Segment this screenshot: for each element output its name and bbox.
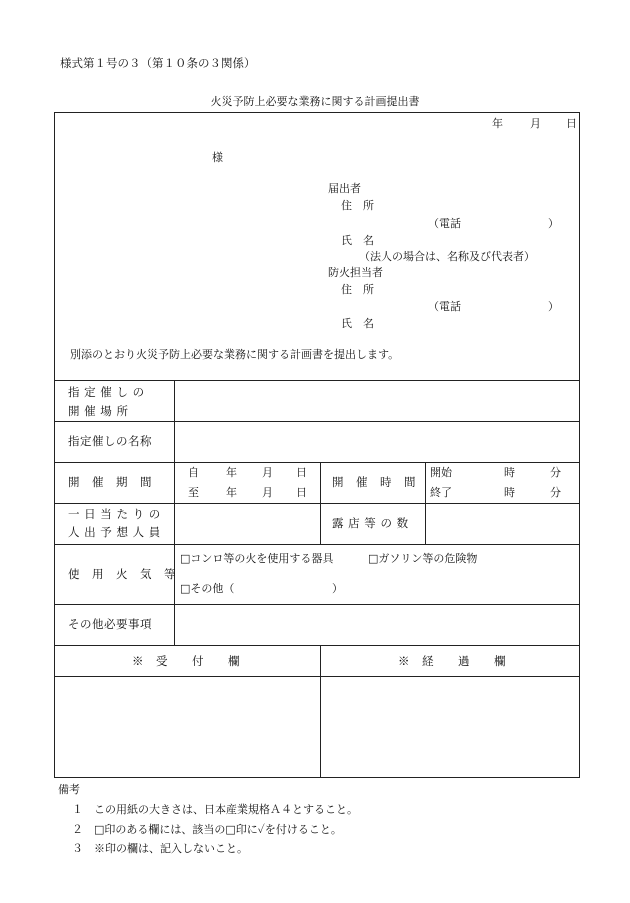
checkbox-other[interactable]: □その他（: [180, 582, 235, 595]
checkbox-stove[interactable]: □コンロ等の火を使用する器具: [180, 552, 334, 565]
period-from-label: 自: [188, 466, 199, 479]
divider: [320, 645, 321, 778]
divider: [54, 462, 580, 463]
divider: [54, 544, 580, 545]
divider: [174, 380, 175, 645]
divider: [320, 462, 321, 544]
event-name-label: 指定催しの名称: [68, 434, 152, 448]
note-text: □印のある欄には、該当の□印に✓を付けること。: [94, 823, 342, 836]
reception-column-header: ※ 受 付 欄: [132, 654, 240, 668]
other-requirements-label: その他必要事項: [68, 617, 152, 631]
fire-officer-phone-close: ）: [548, 300, 559, 313]
note-text: この用紙の大きさは、日本産業規格Ａ４とすること。: [94, 803, 358, 816]
end-minute-label: 分: [550, 486, 561, 499]
fire-use-label: 使 用 火 気 等: [68, 567, 176, 581]
period-to-month: 月: [262, 486, 273, 499]
date-month-label: 月: [530, 117, 541, 130]
note-number: １: [72, 803, 83, 816]
start-time-label: 開始: [430, 466, 452, 479]
addressee-suffix: 様: [212, 151, 223, 164]
other-close-paren: ）: [332, 582, 343, 595]
form-number: 様式第１号の３（第１０条の３関係）: [60, 56, 256, 70]
period-from-year: 年: [226, 466, 237, 479]
period-to-year: 年: [226, 486, 237, 499]
notifier-name-note: （法人の場合は、名称及び代表者）: [359, 250, 535, 263]
fire-officer-phone-label: （電話: [428, 300, 461, 313]
notifier-phone-close: ）: [548, 217, 559, 230]
expected-people-label-line1: 一 日 当 た り の: [68, 507, 161, 521]
document-title: 火災予防上必要な業務に関する計画提出書: [210, 95, 420, 108]
end-hour-label: 時: [504, 486, 515, 499]
venue-label-line2: 開 催 場 所: [68, 404, 129, 418]
start-hour-label: 時: [504, 466, 515, 479]
period-to-day: 日: [296, 486, 307, 499]
fire-officer-address-label: 住 所: [341, 283, 374, 296]
period-to-label: 至: [188, 486, 199, 499]
fire-officer-label: 防火担当者: [328, 266, 383, 279]
checkbox-gasoline[interactable]: □ガソリン等の危険物: [368, 552, 478, 565]
period-label: 開 催 期 間: [68, 475, 152, 489]
divider: [54, 380, 580, 381]
expected-people-label-line2: 人 出 予 想 人 員: [68, 525, 161, 539]
note-text: ※印の欄は、記入しないこと。: [94, 842, 248, 855]
note-number: ３: [72, 842, 83, 855]
notifier-label: 届出者: [328, 182, 361, 195]
hours-label: 開 催 時 間: [332, 475, 416, 489]
stalls-count-label: 露 店 等 の 数: [332, 516, 409, 530]
progress-column-header: ※ 経 過 欄: [398, 654, 506, 668]
end-time-label: 終了: [430, 486, 452, 499]
fire-officer-name-label: 氏 名: [341, 317, 374, 330]
divider: [54, 645, 580, 646]
venue-label-line1: 指 定 催 し の: [68, 385, 145, 399]
divider: [54, 421, 580, 422]
notifier-address-label: 住 所: [341, 199, 374, 212]
divider: [54, 503, 580, 504]
notifier-name-label: 氏 名: [341, 234, 374, 247]
submission-statement: 別添のとおり火災予防上必要な業務に関する計画書を提出します。: [70, 348, 400, 361]
notes-heading: 備考: [58, 783, 80, 796]
start-minute-label: 分: [550, 466, 561, 479]
date-day-label: 日: [566, 117, 577, 130]
divider: [54, 676, 580, 677]
period-from-month: 月: [262, 466, 273, 479]
notifier-phone-label: （電話: [428, 217, 461, 230]
divider: [425, 462, 426, 544]
date-year-label: 年: [492, 117, 503, 130]
note-number: ２: [72, 823, 83, 836]
divider: [54, 604, 580, 605]
period-from-day: 日: [296, 466, 307, 479]
